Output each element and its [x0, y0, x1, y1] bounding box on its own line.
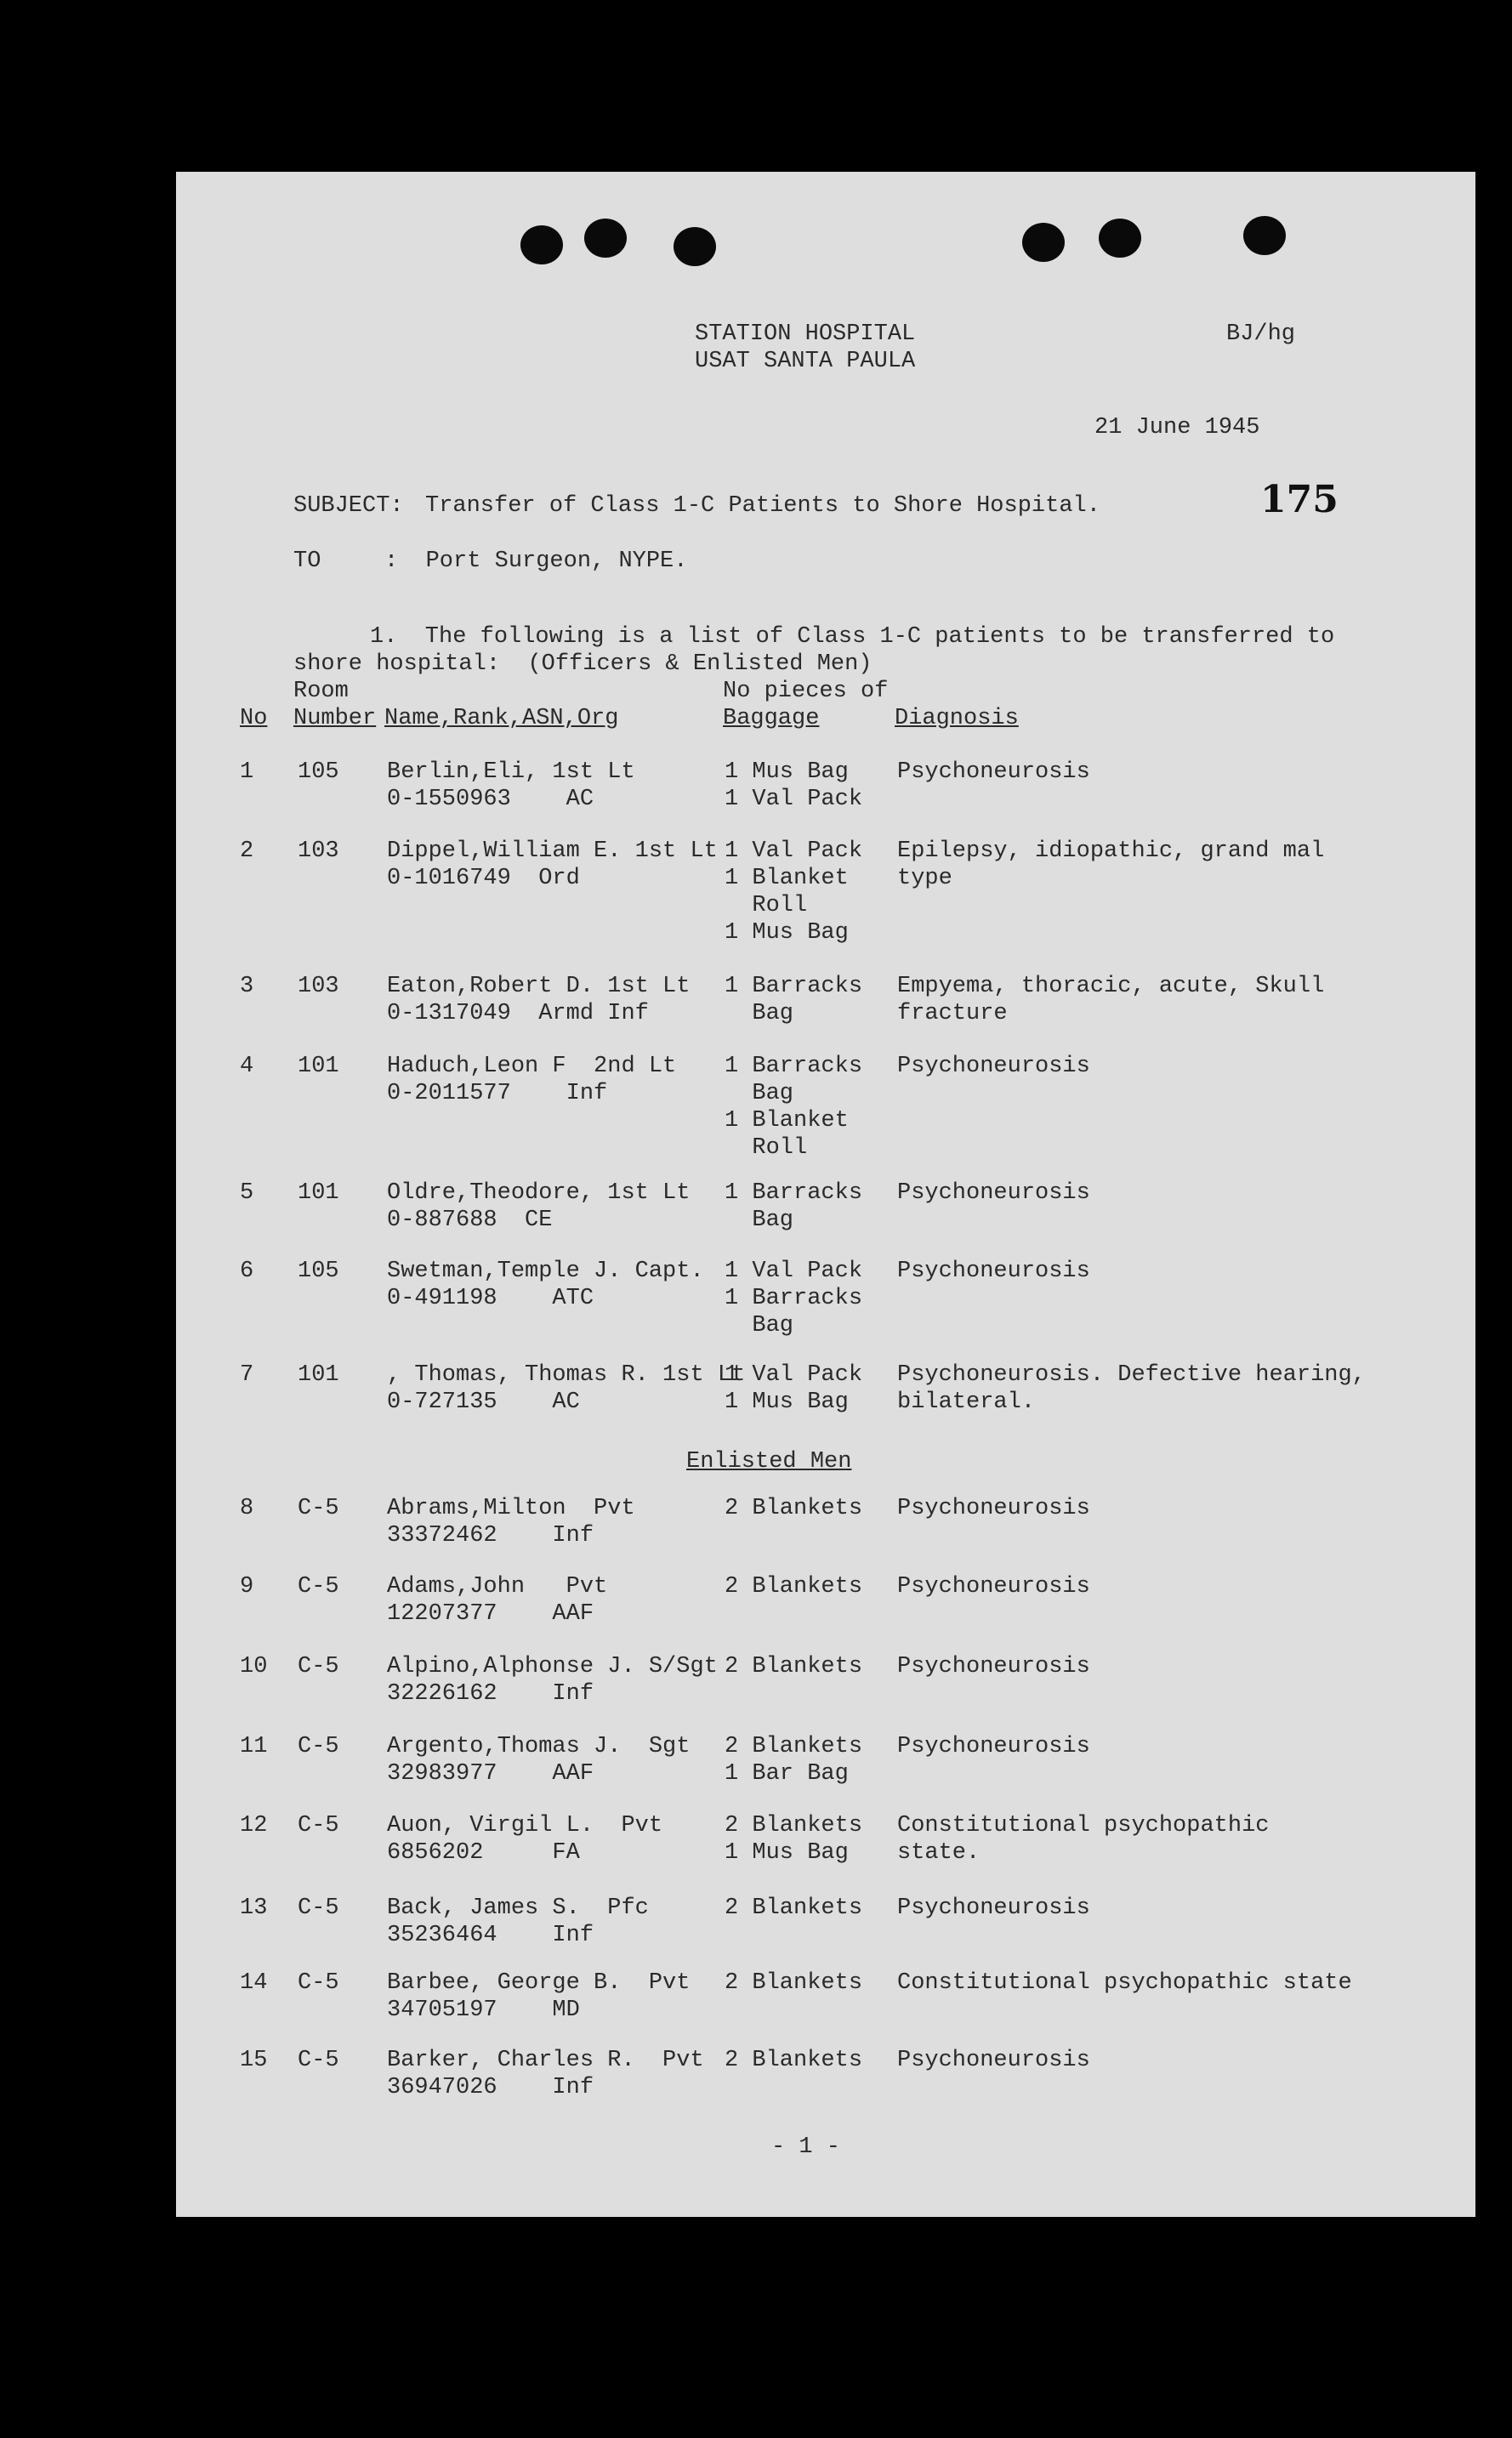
- baggage-item: 1 Mus Bag: [725, 1389, 849, 1415]
- room-number: C-5: [298, 1970, 339, 1996]
- baggage-item: 1 Barracks: [725, 1180, 863, 1206]
- room-number: 105: [298, 1259, 339, 1284]
- col-room: Room: [293, 679, 349, 704]
- to-label: TO: [293, 548, 321, 574]
- diagnosis-line: Psychoneurosis: [897, 1180, 1090, 1206]
- baggage-item: 2 Blankets: [725, 1895, 863, 1921]
- diagnosis-line: Constitutional psychopathic: [897, 1813, 1270, 1838]
- row-number: 4: [240, 1054, 254, 1079]
- row-number: 3: [240, 974, 254, 999]
- baggage-item: Bag: [725, 1313, 794, 1338]
- room-number: 101: [298, 1054, 339, 1079]
- row-number: 10: [240, 1654, 268, 1679]
- room-number: 105: [298, 759, 339, 785]
- diagnosis-line: Psychoneurosis: [897, 1654, 1090, 1679]
- patient-serial-org: 0-1550963 AC: [387, 787, 594, 812]
- baggage-item: 2 Blankets: [725, 1734, 863, 1759]
- patient-name-rank: Barbee, George B. Pvt: [387, 1970, 691, 1996]
- diagnosis-line: Psychoneurosis: [897, 1734, 1090, 1759]
- room-number: C-5: [298, 1895, 339, 1921]
- diagnosis-line: Psychoneurosis: [897, 1259, 1090, 1284]
- punch-hole: [674, 227, 716, 266]
- baggage-item: 2 Blankets: [725, 2048, 863, 2073]
- baggage-item: 1 Blanket: [725, 866, 849, 891]
- patient-name-rank: Adams,John Pvt: [387, 1574, 608, 1600]
- baggage-item: Roll: [725, 1135, 808, 1161]
- document-page: [176, 172, 1475, 2217]
- row-number: 2: [240, 838, 254, 864]
- patient-name-rank: Argento,Thomas J. Sgt: [387, 1734, 691, 1759]
- row-number: 15: [240, 2048, 268, 2073]
- row-number: 13: [240, 1895, 268, 1921]
- patient-name-rank: , Thomas, Thomas R. 1st Lt: [387, 1362, 746, 1388]
- room-number: C-5: [298, 1813, 339, 1838]
- patient-serial-org: 33372462 Inf: [387, 1523, 594, 1549]
- baggage-item: 1 Barracks: [725, 1054, 863, 1079]
- punch-hole: [1022, 223, 1065, 262]
- row-number: 6: [240, 1259, 254, 1284]
- baggage-item: Roll: [725, 893, 808, 918]
- patient-serial-org: 0-491198 ATC: [387, 1286, 594, 1311]
- col-diagnosis: Diagnosis: [895, 706, 1019, 731]
- col-number: Number: [293, 706, 377, 731]
- to-text: : Port Surgeon, NYPE.: [384, 548, 688, 574]
- baggage-item: 1 Mus Bag: [725, 759, 849, 785]
- col-pieces: No pieces of: [723, 679, 889, 704]
- patient-name-rank: Eaton,Robert D. 1st Lt: [387, 974, 691, 999]
- patient-name-rank: Berlin,Eli, 1st Lt: [387, 759, 635, 785]
- patient-serial-org: 0-727135 AC: [387, 1389, 580, 1415]
- row-number: 14: [240, 1970, 268, 1996]
- diagnosis-line: Psychoneurosis: [897, 1496, 1090, 1521]
- patient-serial-org: 6856202 FA: [387, 1840, 580, 1866]
- baggage-item: 1 Val Pack: [725, 1259, 863, 1284]
- baggage-item: 1 Blanket: [725, 1108, 849, 1134]
- patient-serial-org: 0-1317049 Armd Inf: [387, 1001, 649, 1026]
- punch-hole: [1243, 216, 1286, 255]
- patient-name-rank: Alpino,Alphonse J. S/Sgt: [387, 1654, 718, 1679]
- diagnosis-line: Empyema, thoracic, acute, Skull: [897, 974, 1325, 999]
- baggage-item: 2 Blankets: [725, 1496, 863, 1521]
- room-number: 103: [298, 974, 339, 999]
- room-number: C-5: [298, 2048, 339, 2073]
- patient-serial-org: 32226162 Inf: [387, 1681, 594, 1707]
- baggage-item: 2 Blankets: [725, 1574, 863, 1600]
- baggage-item: 1 Barracks: [725, 1286, 863, 1311]
- col-name: Name,Rank,ASN,Org: [384, 706, 619, 731]
- diagnosis-line: bilateral.: [897, 1389, 1036, 1415]
- baggage-item: Bag: [725, 1208, 794, 1233]
- punch-hole: [584, 219, 627, 258]
- patient-name-rank: Haduch,Leon F 2nd Lt: [387, 1054, 677, 1079]
- intro-line-2: shore hospital: (Officers & Enlisted Men): [293, 651, 873, 677]
- room-number: 103: [298, 838, 339, 864]
- subject-label: SUBJECT:: [293, 493, 404, 519]
- enlisted-heading: Enlisted Men: [686, 1449, 852, 1475]
- row-number: 12: [240, 1813, 268, 1838]
- row-number: 8: [240, 1496, 254, 1521]
- room-number: 101: [298, 1180, 339, 1206]
- patient-serial-org: 0-1016749 Ord: [387, 866, 580, 891]
- diagnosis-line: Psychoneurosis: [897, 2048, 1090, 2073]
- col-no: No: [240, 706, 268, 731]
- row-number: 9: [240, 1574, 254, 1600]
- patient-name-rank: Abrams,Milton Pvt: [387, 1496, 635, 1521]
- diagnosis-line: state.: [897, 1840, 981, 1866]
- patient-serial-org: 0-2011577 Inf: [387, 1081, 608, 1106]
- patient-name-rank: Auon, Virgil L. Pvt: [387, 1813, 663, 1838]
- baggage-item: 1 Val Pack: [725, 838, 863, 864]
- row-number: 11: [240, 1734, 268, 1759]
- room-number: C-5: [298, 1496, 339, 1521]
- room-number: C-5: [298, 1734, 339, 1759]
- diagnosis-line: Psychoneurosis. Defective hearing,: [897, 1362, 1366, 1388]
- patient-name-rank: Back, James S. Pfc: [387, 1895, 649, 1921]
- col-baggage: Baggage: [723, 706, 820, 731]
- baggage-item: 1 Bar Bag: [725, 1761, 849, 1787]
- diagnosis-line: Psychoneurosis: [897, 1895, 1090, 1921]
- baggage-item: 2 Blankets: [725, 1970, 863, 1996]
- patient-serial-org: 34705197 MD: [387, 1998, 580, 2023]
- page-footer: - 1 -: [771, 2134, 841, 2160]
- baggage-item: Bag: [725, 1081, 794, 1106]
- baggage-item: 2 Blankets: [725, 1654, 863, 1679]
- page-stamp-number: 175: [1260, 478, 1339, 521]
- intro-line-1: 1. The following is a list of Class 1-C patients to be transferred to: [370, 624, 1335, 650]
- patient-serial-org: 32983977 AAF: [387, 1761, 594, 1787]
- baggage-item: 1 Mus Bag: [725, 1840, 849, 1866]
- baggage-item: Bag: [725, 1001, 794, 1026]
- subject-text: Transfer of Class 1-C Patients to Shore Hospital.: [425, 493, 1100, 519]
- punch-hole: [520, 225, 563, 264]
- patient-name-rank: Swetman,Temple J. Capt.: [387, 1259, 704, 1284]
- diagnosis-line: fracture: [897, 1001, 1008, 1026]
- diagnosis-line: Psychoneurosis: [897, 1574, 1090, 1600]
- hospital-name: STATION HOSPITAL: [695, 321, 916, 347]
- patient-name-rank: Barker, Charles R. Pvt: [387, 2048, 704, 2073]
- baggage-item: 1 Barracks: [725, 974, 863, 999]
- patient-serial-org: 0-887688 CE: [387, 1208, 553, 1233]
- diagnosis-line: type: [897, 866, 952, 891]
- ship-name: USAT SANTA PAULA: [695, 349, 916, 374]
- document-date: 21 June 1945: [1094, 415, 1260, 440]
- diagnosis-line: Constitutional psychopathic state: [897, 1970, 1352, 1996]
- baggage-item: 1 Val Pack: [725, 787, 863, 812]
- diagnosis-line: Epilepsy, idiopathic, grand mal: [897, 838, 1325, 864]
- reference-initials: BJ/hg: [1226, 321, 1296, 347]
- patient-serial-org: 36947026 Inf: [387, 2075, 594, 2100]
- diagnosis-line: Psychoneurosis: [897, 1054, 1090, 1079]
- row-number: 5: [240, 1180, 254, 1206]
- patient-serial-org: 12207377 AAF: [387, 1601, 594, 1627]
- patient-name-rank: Oldre,Theodore, 1st Lt: [387, 1180, 691, 1206]
- row-number: 1: [240, 759, 254, 785]
- baggage-item: 1 Mus Bag: [725, 920, 849, 946]
- row-number: 7: [240, 1362, 254, 1388]
- baggage-item: 1 Val Pack: [725, 1362, 863, 1388]
- patient-serial-org: 35236464 Inf: [387, 1923, 594, 1948]
- room-number: C-5: [298, 1654, 339, 1679]
- diagnosis-line: Psychoneurosis: [897, 759, 1090, 785]
- baggage-item: 2 Blankets: [725, 1813, 863, 1838]
- patient-name-rank: Dippel,William E. 1st Lt: [387, 838, 718, 864]
- room-number: C-5: [298, 1574, 339, 1600]
- room-number: 101: [298, 1362, 339, 1388]
- punch-hole: [1099, 219, 1141, 258]
